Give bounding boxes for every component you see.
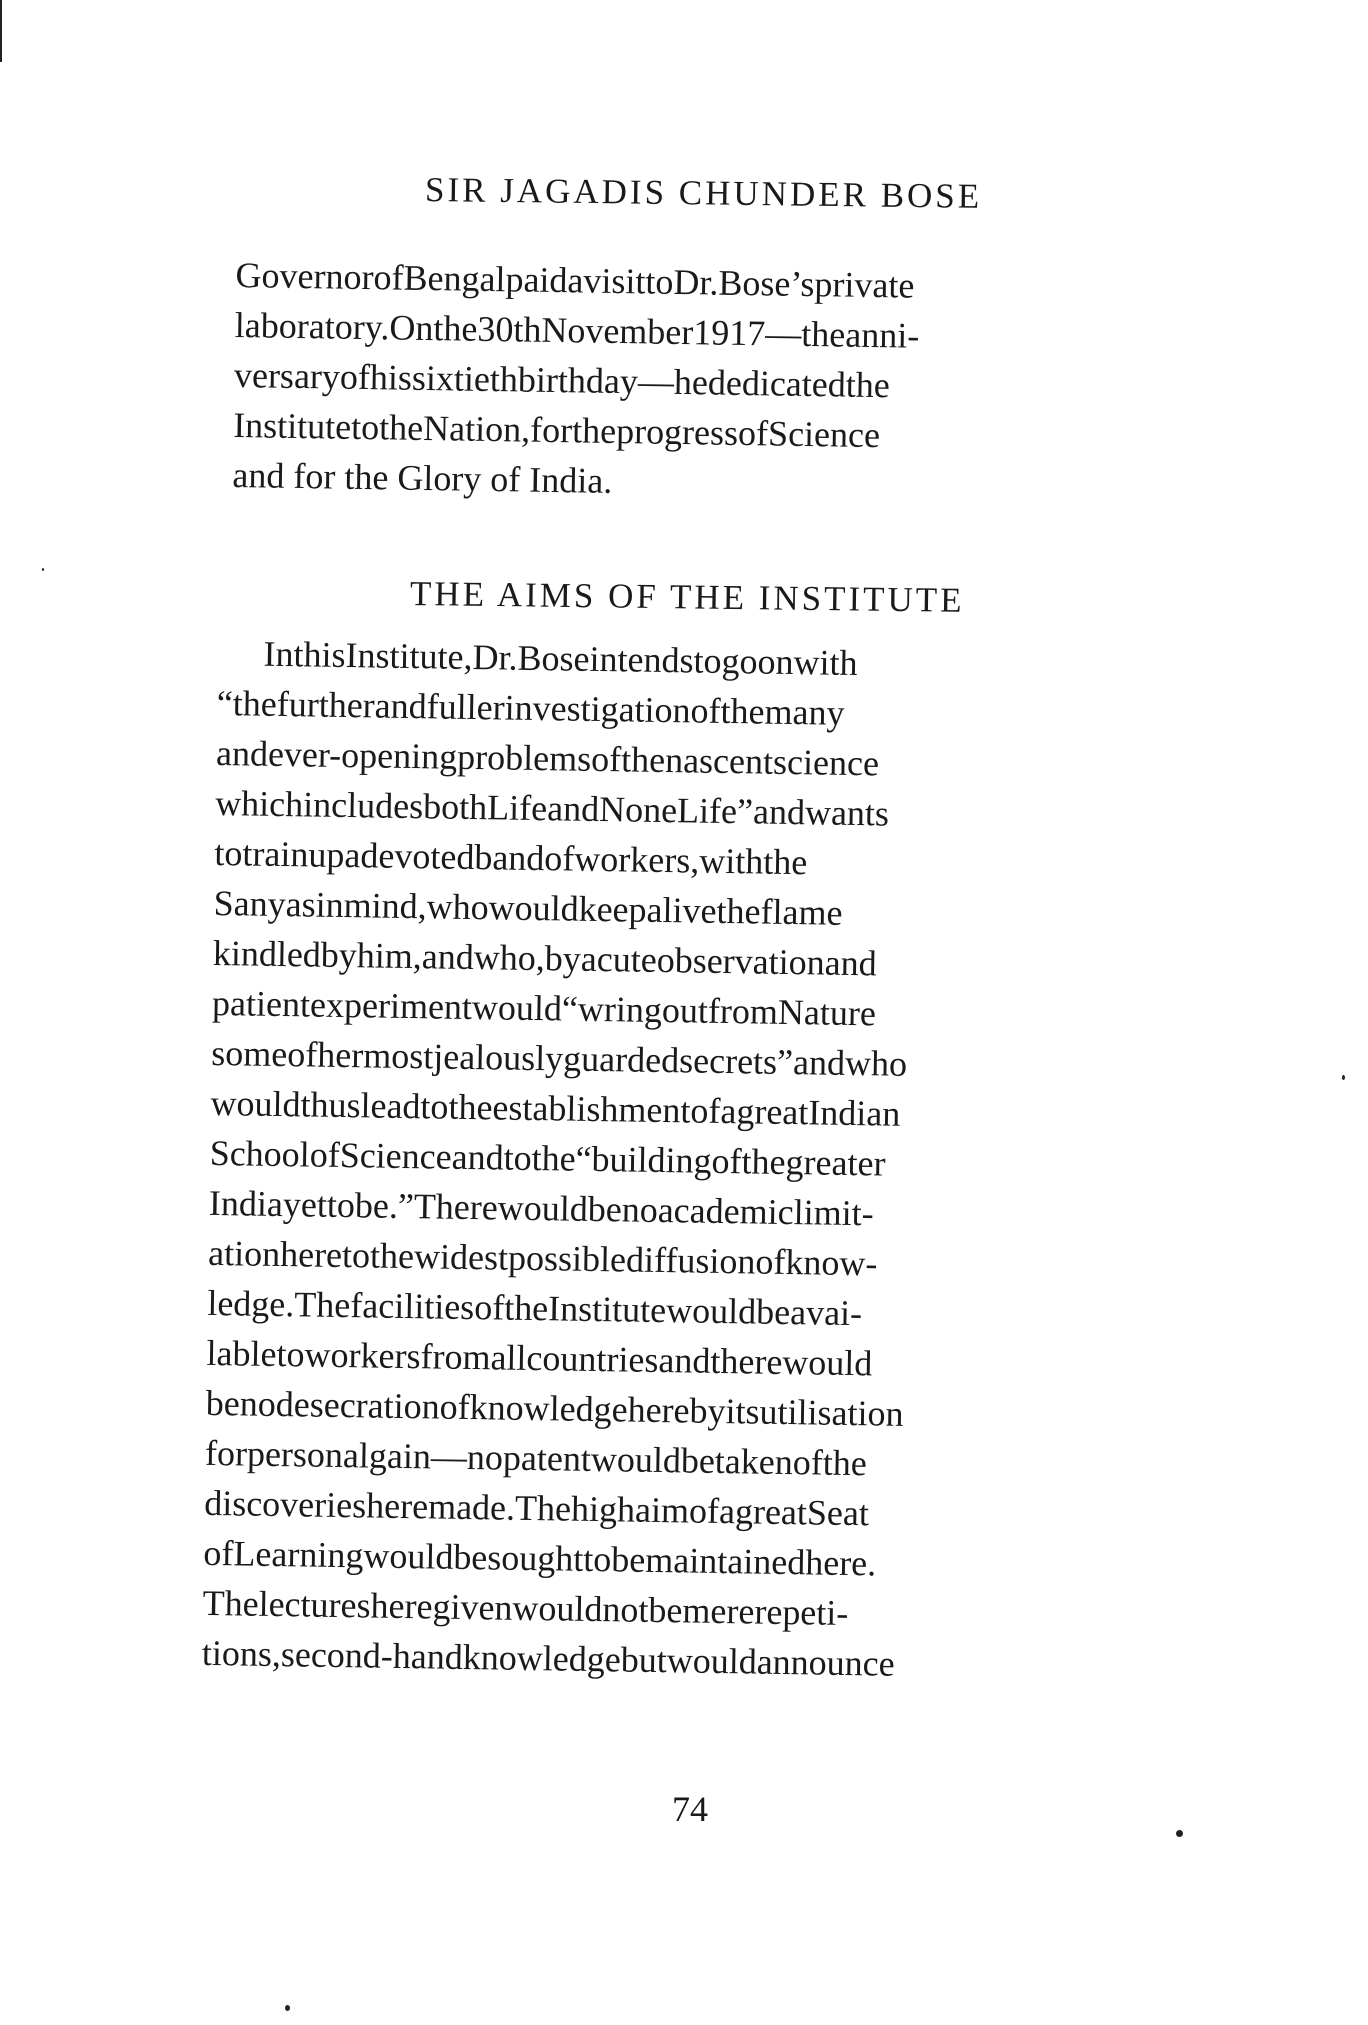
text-line: tions,second-handknowledgebutwouldannounce (201, 1632, 896, 1684)
text-line: SchoolofScienceandtothe“buildingofthegreater (209, 1132, 886, 1184)
scan-edge-mark (0, 0, 2, 62)
text-line: Sanyasinmind,whowouldkeepalivetheflame (213, 882, 843, 933)
page-number: 74 (672, 1789, 708, 1829)
ink-speck (1176, 1830, 1183, 1837)
text-line: someofhermostjealouslyguardedsecrets”andwho (211, 1032, 908, 1084)
text-line: patientexperimentwould“wringoutfromNature (211, 982, 877, 1034)
text-line: ledge.ThefacilitiesoftheInstitutewouldbeavai- (207, 1282, 863, 1334)
text-line: InstitutetotheNation,fortheprogressofScience (232, 404, 881, 456)
text-line: “thefurtherandfullerinvestigationofthemany (216, 682, 845, 733)
text-line: laboratory.Onthe30thNovember1917—theanni- (234, 304, 920, 356)
text-line: kindledbyhim,andwho,byacuteobservationand (212, 932, 878, 984)
text-line: Indiayettobe.”Therewouldbenoacademiclimit- (208, 1182, 874, 1234)
paragraph-2 (202, 628, 1226, 1694)
text-line: totrainupadevotedbandofworkers,withthe (214, 832, 808, 883)
text-line: ationheretothewidestpossiblediffusionofknow- (207, 1232, 878, 1284)
text-line: wouldthusleadtotheestablishmentofagreatIndian (210, 1082, 901, 1134)
text-line: ofLearningwouldbesoughttobemaintainedhere. (203, 1532, 877, 1584)
ink-speck (1342, 1075, 1345, 1080)
text-line: and for the Glory of India. (232, 454, 613, 501)
section-heading: THE AIMS OF THE INSTITUTE (409, 574, 965, 620)
text-line: Thelecturesheregivenwouldnotbemererepeti- (202, 1582, 849, 1634)
ink-speck (285, 2005, 290, 2011)
text-line: whichincludesbothLifeandNoneLife”andwants (214, 782, 890, 834)
text-line: labletoworkersfromallcountriesandtherewould (206, 1332, 873, 1384)
text-line: InthisInstitute,Dr.Boseintendstogoonwith (263, 633, 858, 684)
text-line: benodesecrationofknowledgeherebyitsutilisation (205, 1382, 904, 1434)
text-line: forpersonalgain—nopatentwouldbetakenofthe (204, 1432, 868, 1484)
text-line: versaryofhissixtiethbirthday—hededicatedthe (233, 354, 891, 406)
ink-speck (42, 568, 44, 571)
paragraph-1 (232, 250, 1232, 516)
text-line: GovernorofBengalpaidavisittoDr.Bose’sprivate (235, 254, 915, 306)
running-head: SIR JAGADIS CHUNDER BOSE (424, 170, 983, 216)
text-line: andever-openingproblemsofthenascentscience (215, 732, 880, 784)
text-line: discoveriesheremade.ThehighaimofagreatSeat (203, 1482, 870, 1534)
